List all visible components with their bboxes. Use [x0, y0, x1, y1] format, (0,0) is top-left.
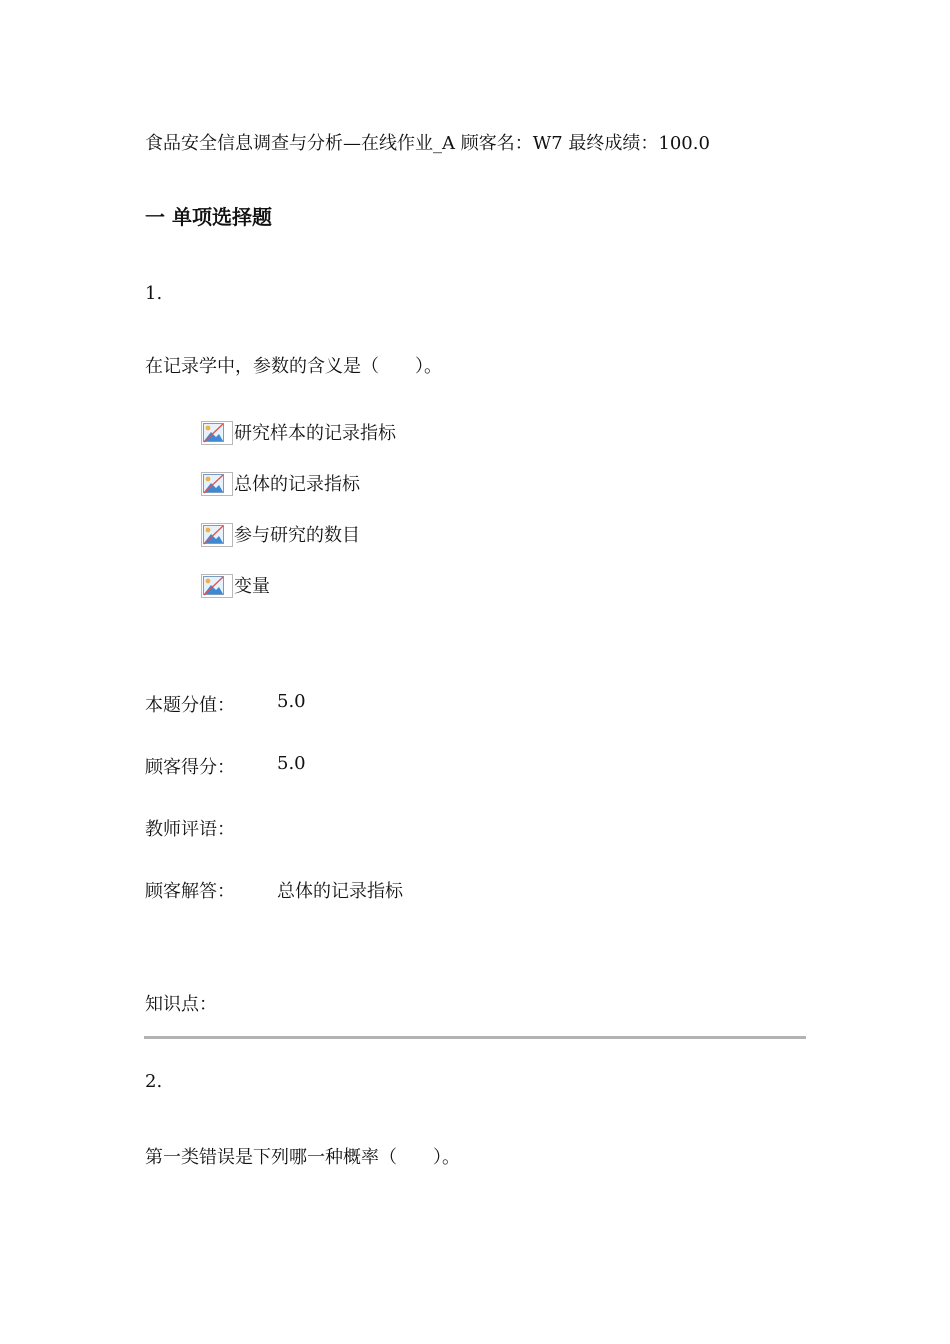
score-label: 本题分值： — [145, 695, 235, 716]
teacher-comment-label: 教师评语： — [145, 819, 235, 840]
section-title: 一 单项选择题 — [145, 205, 272, 229]
broken-image-icon — [201, 523, 233, 547]
answer-value: 总体的记录指标 — [277, 881, 403, 902]
broken-image-icon — [201, 574, 233, 598]
option-c-label: 参与研究的数目 — [234, 525, 360, 546]
broken-image-icon — [201, 472, 233, 496]
page-header: 食品安全信息调查与分析—在线作业_A 顾客名：W7 最终成绩：100.0 — [145, 133, 710, 154]
option-d[interactable] — [201, 574, 270, 598]
question-2-number: 2. — [145, 1071, 163, 1092]
option-c[interactable] — [201, 523, 360, 547]
broken-image-icon — [201, 421, 233, 445]
option-d-label: 变量 — [234, 576, 270, 597]
option-b[interactable] — [201, 472, 360, 496]
option-b-label: 总体的记录指标 — [234, 474, 360, 495]
question-1-number: 1. — [145, 283, 163, 304]
earned-value: 5.0 — [277, 753, 306, 774]
question-divider — [144, 1036, 806, 1039]
score-value: 5.0 — [277, 691, 306, 712]
knowledge-point-label: 知识点： — [145, 994, 217, 1015]
option-a[interactable] — [201, 421, 396, 445]
option-a-label: 研究样本的记录指标 — [234, 423, 396, 444]
question-2-text: 第一类错误是下列哪一种概率（ ）。 — [145, 1147, 460, 1168]
answer-label: 顾客解答： — [145, 881, 235, 902]
question-1-text: 在记录学中，参数的含义是（ ）。 — [145, 356, 442, 377]
earned-label: 顾客得分： — [145, 757, 235, 778]
